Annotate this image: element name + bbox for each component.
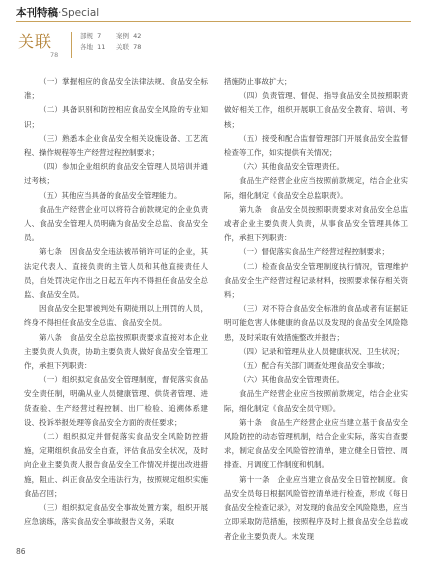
paragraph: （五）其他应当具备的食品安全管理能力。	[39, 190, 182, 200]
badge-number: 78	[50, 51, 59, 59]
section-title: 本刊特稿	[16, 7, 58, 19]
paragraph: 食品生产经营企业可以将符合前款规定的企业负责人、食品安全管理人员明确为食品安全总监、食品安全员。	[24, 204, 208, 243]
page-number: 86	[16, 547, 26, 556]
section-separator: ·	[58, 7, 62, 19]
meta-item-rules: 部规 7	[80, 32, 102, 40]
meta-item-related: 关联 78	[116, 43, 142, 51]
paragraph: （四）记录和管理从业人员健康状况、卫生状况；	[239, 346, 404, 356]
paragraph: 因食品安全犯罪被判处有期徒刑以上刑罚的人员，终身不得担任食品安全总监、食品安全员。	[24, 304, 208, 328]
paragraph: 第七条 因食品安全违法被吊销许可证的企业，其法定代表人、直接负责的主管人员和其他直接责任人员，自处罚决定作出之日起五年内不得担任食品安全总监、食品安全员。	[24, 247, 208, 300]
paragraph: 第八条 食品安全总监按照职责要求直接对本企业主要负责人负责，协助主要负责人做好食品安全管理工作，承担下列职责：	[24, 332, 208, 371]
header-divider	[16, 21, 411, 22]
paragraph: 第九条 食品安全员按照职责要求对食品安全总监或者企业主要负责人负责，从事食品安全管理具体工作，承担下列职责：	[224, 204, 408, 243]
paragraph: （一）督促落实食品生产经营过程控制要求；	[239, 247, 389, 257]
badge-divider	[71, 32, 72, 58]
badge-label: 关联	[18, 32, 53, 51]
meta-item-cases: 案例 42	[116, 32, 142, 40]
paragraph: （五）配合有关部门调查处理食品安全事故；	[239, 361, 389, 371]
paragraph: （三）组织拟定食品安全事故处置方案，组织开展应急演练，落实食品安全事故报告义务，采取	[24, 503, 208, 527]
meta-item-local: 各地 11	[80, 43, 106, 51]
paragraph: 食品生产经营企业应当按照前款规定，结合企业实际，细化制定《食品安全员守则》。	[224, 389, 408, 413]
paragraph: （一）掌握相应的食品安全法律法规、食品安全标准；	[24, 77, 208, 101]
paragraph: （二）检查食品安全管理制度执行情况，管理维护食品安全生产经营过程记录材料，按照要求保存相关资料；	[224, 261, 408, 300]
related-badge	[16, 29, 74, 61]
paragraph: （一）组织拟定食品安全管理制度，督促落实食品安全责任制，明确从业人员健康管理、供货者管理、进货查验、生产经营过程控制、出厂检验、追溯体系建设、投诉举报处理等食品安全方面的责任要求；	[24, 375, 208, 427]
paragraph: （三）熟悉本企业食品安全相关设施设备、工艺流程、操作规程等生产经营过程控制要求；	[24, 133, 208, 158]
section-header	[16, 5, 99, 20]
paragraph: （六）其他食品安全管理责任。	[239, 162, 344, 172]
section-subtitle: Special	[61, 7, 100, 19]
right-text-column	[224, 75, 408, 544]
paragraph: （六）其他食品安全管理责任。	[239, 375, 344, 385]
paragraph: 措施防止事故扩大；	[224, 77, 292, 86]
meta-block-left	[80, 31, 105, 53]
paragraph: （四）参加企业组织的食品安全管理人员培训并通过考核；	[24, 162, 208, 186]
paragraph: （五）接受和配合监督管理部门开展食品安全监督检查等工作，如实提供有关情况；	[224, 133, 408, 158]
paragraph: （三）对不符合食品安全标准的食品或者有证据证明可能危害人体健康的食品以及发现的食品安全风险隐患，及时采取有效措施整改并报告；	[224, 304, 408, 342]
paragraph: （四）负责管理、督促、指导食品安全员按照职责做好相关工作，组织开展职工食品安全教育、培训、考核；	[224, 91, 408, 129]
left-text-column	[24, 75, 208, 530]
meta-block-right	[116, 31, 141, 53]
paragraph: 第十一条 企业应当建立食品安全日管控制度。食品安全员每日根据风险管控清单进行检查，形成《每日食品安全检查记录》，对发现的食品安全风险隐患，应当立即采取防范措施，按照程序及时上报食品安全总监或者企业主要负责人。未发现	[224, 474, 408, 541]
paragraph: （二）具备识别和防控相应食品安全风险的专业知识；	[24, 105, 208, 129]
paragraph: （二）组织拟定并督促落实食品安全风险防控措施，定期组织食品安全自查，评估食品安全状况，及时向企业主要负责人报告食品安全工作情况并提出改进措施，阻止、纠正食品安全违法行为，按照规定组织实施食品召回；	[24, 432, 208, 498]
paragraph: 食品生产经营企业应当按照前款规定，结合企业实际，细化制定《食品安全总监职责》。	[224, 176, 408, 200]
paragraph: 第十条 食品生产经营企业应当建立基于食品安全风险防控的动态管理机制，结合企业实际，落实自查要求，制定食品安全风险管控清单，建立健全日管控、周排查、月调度工作制度和机制。	[224, 417, 408, 470]
